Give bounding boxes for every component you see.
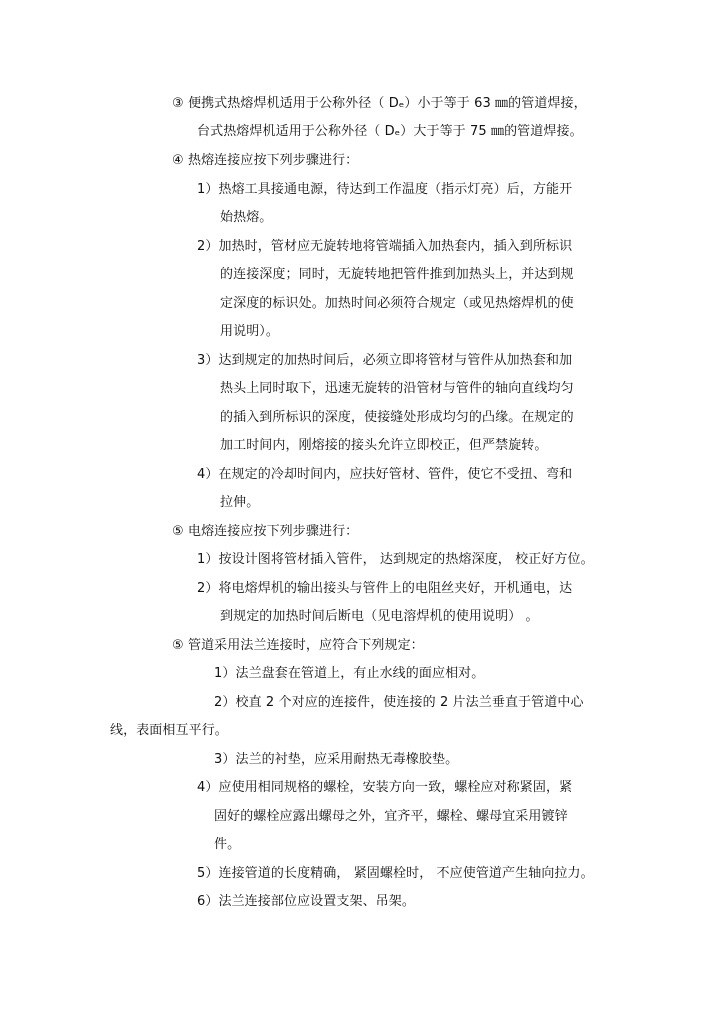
line-step-2-cont-a: 的连接深度；同时，无旋转地把管件推到加热头上，并达到规 (220, 267, 574, 282)
line-step-3: 3）达到规定的加热时间后，必须立即将管材与管件从加热套和加 (197, 353, 573, 368)
line-flange-heading: ⑤ 管道采用法兰连接时，应符合下列规定： (172, 638, 424, 653)
line-flange-step-4-cont-a: 固好的螺栓应露出螺母之外，宜齐平，螺栓、螺母宜采用镀锌 (214, 809, 568, 824)
line-flange-step-4: 4）应使用相同规格的螺栓，安装方向一致，螺栓应对称紧固，紧 (197, 780, 573, 795)
line-step-3-cont-b: 的插入到所标识的深度，使接缝处形成均匀的凸缘。在规定的 (220, 410, 574, 425)
line-electro-step-2: 2）将电熔焊机的输出接头与管件上的电阻丝夹好，开机通电，达 (197, 581, 573, 596)
line-step-2-cont-b: 定深度的标识处。加热时间必须符合规定（或见热熔焊机的使 (220, 296, 574, 311)
line-flange-step-6: 6）法兰连接部位应设置支架、吊架。 (197, 894, 415, 909)
line-step-1-cont: 始热熔。 (220, 210, 273, 225)
line-step-2-cont-c: 用说明）。 (220, 324, 280, 339)
line-item-3-bench-welder: 台式热熔焊机适用于公称外径（ Dₑ）大于等于 75 ㎜的管道焊接。 (197, 124, 583, 139)
line-step-3-cont-a: 热头上同时取下，迅速无旋转的沿管材与管件的轴向直线均匀 (220, 381, 574, 396)
line-electro-step-1: 1）按设计图将管材插入管件， 达到规定的热熔深度， 校正好方位。 (197, 552, 594, 567)
line-step-4: 4）在规定的冷却时间内，应扶好管材、管件，使它不受扭、弯和 (197, 467, 573, 482)
line-flange-step-4-cont-b: 件。 (214, 837, 241, 852)
line-step-2: 2）加热时，管材应无旋转地将管端插入加热套内，插入到所标识 (197, 239, 573, 254)
line-flange-step-2-cont: 线，表面相互平行。 (110, 723, 228, 738)
line-flange-step-1: 1）法兰盘套在管道上，有止水线的面应相对。 (214, 666, 485, 681)
line-item-4-heading: ④ 热熔连接应按下列步骤进行： (172, 153, 359, 168)
line-item-5-heading: ⑤ 电熔连接应按下列步骤进行： (172, 524, 359, 539)
line-flange-step-5: 5）连接管道的长度精确， 紧固螺栓时， 不应使管道产生轴向拉力。 (197, 866, 594, 881)
line-step-3-cont-c: 加工时间内，刚熔接的接头允许立即校正，但严禁旋转。 (220, 438, 548, 453)
line-flange-step-2: 2）校直 2 个对应的连接件，使连接的 2 片法兰垂直于管道中心 (214, 695, 584, 710)
line-step-1: 1）热熔工具接通电源，待达到工作温度（指示灯亮）后，方能开 (197, 182, 573, 197)
line-electro-step-2-cont: 到规定的加热时间后断电（见电溶焊机的使用说明） 。 (220, 609, 539, 624)
line-step-4-cont: 拉伸。 (220, 495, 260, 510)
line-flange-step-3: 3）法兰的衬垫，应采用耐热无毒橡胶垫。 (214, 752, 459, 767)
line-item-3-portable-welder: ③ 便携式热熔焊机适用于公称外径（ Dₑ）小于等于 63 ㎜的管道焊接， (172, 96, 587, 111)
